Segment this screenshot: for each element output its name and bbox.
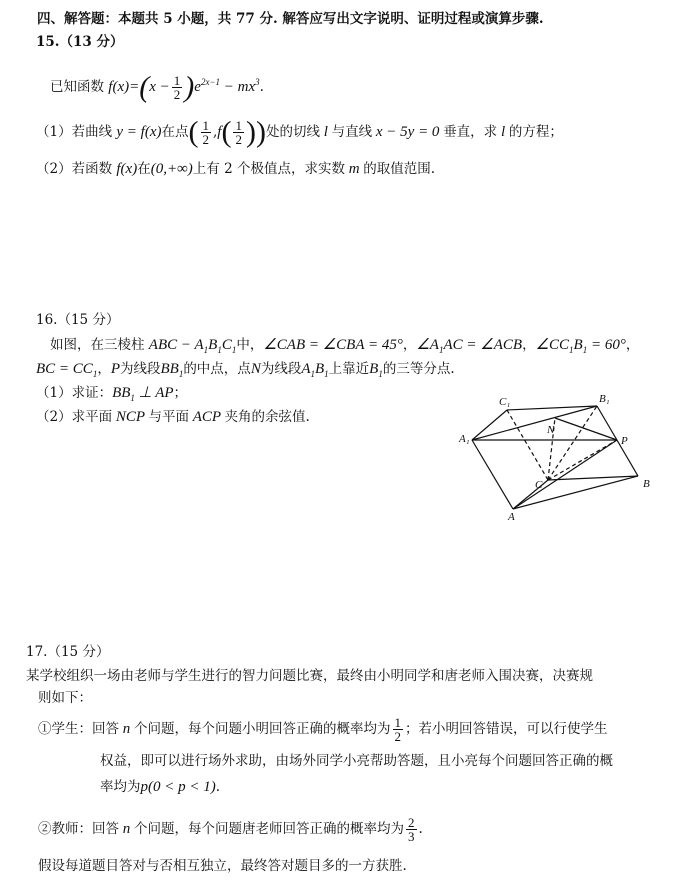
q15-part1-prefix: （1）若曲线 bbox=[36, 124, 113, 140]
q15-part1-mid1: 在点 bbox=[161, 124, 189, 140]
q16-line2-a: 为线段 bbox=[119, 361, 161, 377]
q17-intro2: 则如下： bbox=[38, 690, 92, 706]
q17-teacher-line: ②教师：回答 n 个问题，每个问题唐老师回答正确的概率均为 $\frac{2}{3}$ . bbox=[38, 815, 423, 844]
q15-part1: （1）若曲线 y = f(x)在点( $\frac{1}{2}$ ,f( $\frac{1}{2}$ ))处的切线 l 与直线 x − 5y = 0 垂直，求 l 的方程； bbox=[36, 115, 563, 149]
q16-part1: （1）求证：$BB_1$ ⊥ AP； bbox=[36, 385, 188, 403]
edge-b1-b bbox=[597, 406, 638, 476]
q16-part2-c: 夹角的余弦值. bbox=[224, 409, 310, 425]
edge-a-b bbox=[513, 476, 638, 509]
q16-line2-e: 的三等分点. bbox=[382, 361, 455, 377]
q16-line2-b: 的中点，点 bbox=[183, 361, 251, 377]
q17-student-line2: 权益，即可以进行场外求助，由场外同学小亮帮助答题，且小亮每个问题回答正确的概 bbox=[100, 753, 613, 769]
section-header: 四、解答题：本题共 5 小题，共 77 分. 解答应写出文字说明、证明过程或演算步骤. bbox=[37, 11, 544, 27]
q16-line2: BC = $CC_1$，P为线段$BB_1$的中点，点N为线段$A_1B_1$上靠近$B_1$的三等分点. bbox=[36, 361, 455, 379]
q15-part1-suffix: 的方程； bbox=[508, 124, 563, 140]
q15-part2: （2）若函数 f(x)在(0,+∞)上有 2 个极值点，求实数 m 的取值范围. bbox=[36, 161, 436, 177]
q16-line1-a: 如图，在三棱柱 bbox=[50, 337, 145, 353]
prism-figure bbox=[455, 392, 665, 522]
q16-number: 16.（15 分） bbox=[36, 312, 120, 328]
q17-student-line1: ①学生：回答 n 个问题，每个问题小明回答正确的概率均为 $\frac{1}{2}$ ；若小明回答错误，可以行使学生 bbox=[38, 715, 608, 744]
q15-stem: 已知函数 f(x)=(x − $\frac{1}{2}$ )$e^{2x-1} - mx^3$. bbox=[50, 70, 264, 104]
q17-number: 17.（15 分） bbox=[26, 644, 110, 660]
q17-intro1: 某学校组织一场由老师与学生进行的智力问题比赛，最终由小明同学和唐老师入围决赛，决赛规 bbox=[26, 668, 593, 684]
q16-part2-b: 与平面 bbox=[148, 409, 189, 425]
q17-student-b: 个问题，每个问题小明回答正确的概率均为 bbox=[134, 721, 391, 737]
q15-function-formula: f(x)=(x − $\frac{1}{2}$ )$e^{2x-1} - mx^3$ bbox=[108, 70, 260, 104]
q15-part1-mid2: 处的切线 bbox=[265, 124, 320, 140]
q15-part2-mid1: 在 bbox=[137, 161, 151, 177]
q16-line1-b: 中， bbox=[236, 337, 264, 353]
q16-line1: 如图，在三棱柱 ABC − $A_1B_1C_1$中，∠CAB = ∠CBA = 45°，$\angle A_1AC$ = ∠ACB，$\angle CC_1B_1 = 60^\circ$， bbox=[50, 337, 640, 355]
label-b1: B₁ bbox=[599, 393, 610, 405]
q16-part2: （2）求平面 NCP 与平面 ACP 夹角的余弦值. bbox=[36, 409, 310, 425]
q17-student-c: ；若小明回答错误，可以行使学生 bbox=[405, 721, 608, 737]
segment-c-p bbox=[548, 440, 617, 480]
q15-part1-mid4: 垂直，求 bbox=[443, 124, 498, 140]
q16-line2-d: 上靠近 bbox=[328, 361, 370, 377]
label-c1: C₁ bbox=[499, 396, 511, 408]
q17-teacher-a: ②教师：回答 bbox=[38, 821, 119, 837]
label-p: P bbox=[621, 435, 628, 447]
q17-student-a: ①学生：回答 bbox=[38, 721, 119, 737]
q15-part1-mid3: 与直线 bbox=[331, 124, 373, 140]
q17-final: 假设每道题目答对与否相互独立，最终答对题目多的一方获胜. bbox=[38, 858, 407, 874]
q17-teacher-b: 个问题，每个问题唐老师回答正确的概率均为 bbox=[134, 821, 404, 837]
segment-a-p bbox=[513, 440, 617, 509]
label-c: C bbox=[535, 479, 543, 491]
q16-part2-a: （2）求平面 bbox=[36, 409, 113, 425]
segment-n-p bbox=[555, 418, 617, 440]
q15-part2-mid2: 上有 2 个极值点，求实数 bbox=[192, 161, 345, 177]
edge-a1-a bbox=[472, 440, 513, 509]
label-n: N bbox=[547, 424, 555, 436]
q16-part1-text: （1）求证： bbox=[36, 385, 113, 401]
q17-student-line3-text: 率均为 bbox=[100, 779, 141, 795]
q15-number: 15.（13 分） bbox=[36, 34, 124, 50]
label-b: B bbox=[643, 478, 650, 490]
label-a: A bbox=[508, 511, 515, 522]
q17-student-line3: 率均为p(0 < p < 1). bbox=[100, 779, 221, 795]
label-a1: A₁ bbox=[459, 433, 470, 445]
edge-a1-b1 bbox=[472, 406, 597, 440]
q16-line2-c: 为线段 bbox=[260, 361, 302, 377]
q15-intro: 已知函数 bbox=[50, 79, 104, 95]
q15-part2-suffix: 的取值范围. bbox=[363, 161, 436, 177]
q15-part2-prefix: （2）若函数 bbox=[36, 161, 113, 177]
